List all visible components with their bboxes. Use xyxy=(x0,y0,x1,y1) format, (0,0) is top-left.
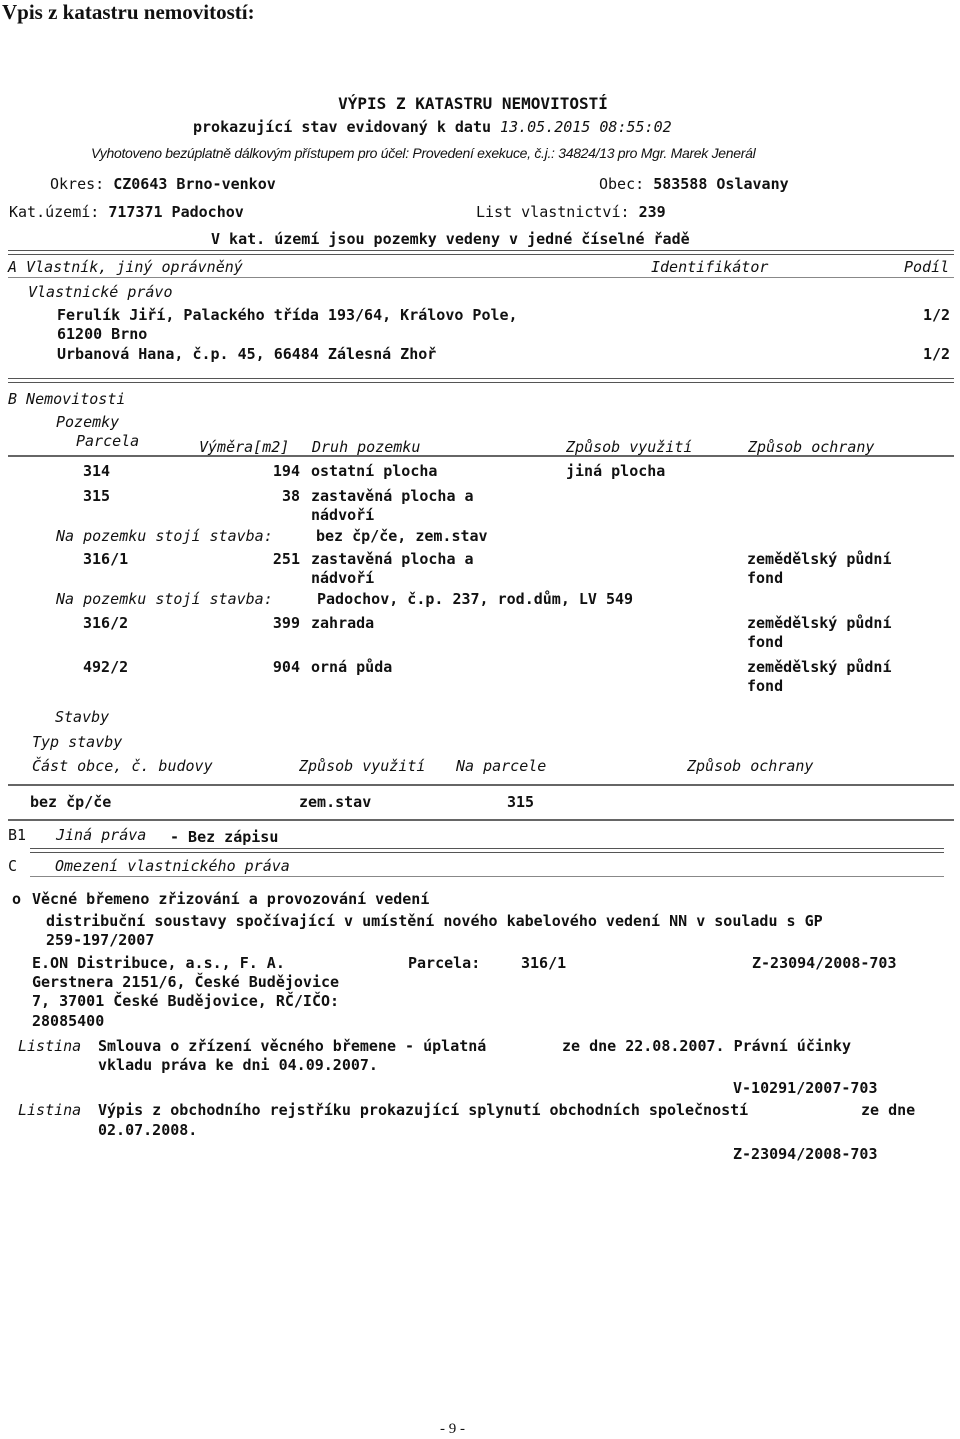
owner-1-share: 1/2 xyxy=(923,306,951,324)
col-stavby-ochrana: Způsob ochrany xyxy=(687,757,814,775)
stavba-label: Na pozemku stojí stavba: xyxy=(56,527,273,545)
parcel-type: zastavěná plocha a xyxy=(311,487,474,505)
lv-label: List vlastnictví: xyxy=(476,203,630,221)
parcel-use: jiná plocha xyxy=(566,462,666,480)
col-parcela: Parcela xyxy=(76,432,140,450)
stavba-parcela: 315 xyxy=(507,793,535,811)
col-ochrana: Způsob ochrany xyxy=(748,438,875,456)
stavba-cast-obce: bez čp/če xyxy=(30,793,112,811)
parcel-number: 316/2 xyxy=(83,614,129,632)
parcel-type: zastavěná plocha a xyxy=(311,550,474,568)
divider xyxy=(8,277,954,278)
stavba-vyuziti: zem.stav xyxy=(299,793,372,811)
kat-uzemi-label: Kat.území: xyxy=(9,203,100,221)
podil-header: Podíl xyxy=(904,258,950,276)
section-c-code: C xyxy=(8,857,18,875)
parcel-protection-cont: fond xyxy=(747,677,784,695)
owner-1-line1: Ferulík Jiří, Palackého třída 193/64, Královo Pole, xyxy=(57,306,518,324)
entity-line3: 7, 37001 České Budějovice, RČ/IČO: xyxy=(32,992,340,1010)
list-vlastnictvi xyxy=(476,203,666,221)
divider xyxy=(8,250,954,255)
restriction-parcela-value: 316/1 xyxy=(521,954,567,972)
obec-label: Obec: xyxy=(599,175,645,193)
section-c-label: Omezení vlastnického práva xyxy=(55,857,290,875)
parcel-protection: zemědělský půdní xyxy=(747,550,892,568)
divider xyxy=(8,784,954,786)
divider xyxy=(30,876,944,877)
right-type: Vlastnické právo xyxy=(28,283,173,301)
col-na-parcele: Na parcele xyxy=(456,757,547,775)
col-vyuziti: Způsob využití xyxy=(566,438,693,456)
listina2-text-cont: 02.07.2008. xyxy=(98,1121,198,1139)
listina1-date: ze dne 22.08.2007. Právní účinky xyxy=(562,1037,851,1055)
identifikator-header: Identifikátor xyxy=(651,258,769,276)
stavba-value: Padochov, č.p. 237, rod.dům, LV 549 xyxy=(317,590,634,608)
section-b1-value: - Bez zápisu xyxy=(170,828,279,846)
numbering-note: V kat. území jsou pozemky vedeny v jedné číselné řadě xyxy=(211,230,690,248)
page-number: - 9 - xyxy=(440,1421,465,1437)
entity-line2: Gerstnera 2151/6, České Budějovice xyxy=(32,973,340,991)
divider xyxy=(8,455,954,457)
col-stavby-vyuziti: Způsob využití xyxy=(299,757,426,775)
restriction-parcela-label: Parcela: xyxy=(408,954,481,972)
col-druh: Druh pozemku xyxy=(312,438,421,456)
obec xyxy=(599,175,789,193)
parcel-number: 315 xyxy=(83,487,111,505)
divider xyxy=(8,378,954,383)
owner-2-line1: Urbanová Hana, č.p. 45, 66484 Zálesná Zhoř xyxy=(57,345,437,363)
parcel-area: 399 xyxy=(272,614,300,632)
section-b-header: B Nemovitosti xyxy=(8,390,126,408)
parcel-number: 316/1 xyxy=(83,550,129,568)
okres-label: Okres: xyxy=(50,175,105,193)
listina1-text-cont: vkladu práva ke dni 04.09.2007. xyxy=(98,1056,378,1074)
parcel-protection-cont: fond xyxy=(747,633,784,651)
parcel-area: 904 xyxy=(272,658,300,676)
divider xyxy=(30,848,944,853)
okres-value: CZ0643 Brno-venkov xyxy=(113,175,276,193)
pozemky-label: Pozemky xyxy=(56,413,120,431)
listina1-ref: V-10291/2007-703 xyxy=(733,1079,878,1097)
okres xyxy=(50,175,276,193)
bullet: o xyxy=(12,890,22,908)
parcel-type: orná půda xyxy=(311,658,393,676)
entity-line4: 28085400 xyxy=(32,1012,105,1030)
purpose-line: Vyhotoveno bezúplatně dálkovým přístupem pro účel: Provedení exekuce, č.j.: 34824/13 pro Mgr. Marek Jenerál xyxy=(91,145,756,161)
listina-label: Listina xyxy=(18,1101,82,1119)
section-a-header: A Vlastník, jiný oprávněný xyxy=(8,258,243,276)
subtitle-date: 13.05.2015 08:55:02 xyxy=(500,118,672,136)
parcel-type: zahrada xyxy=(311,614,375,632)
col-vymera: Výměra[m2] xyxy=(199,438,290,456)
owner-2-share: 1/2 xyxy=(923,345,951,363)
parcel-protection-cont: fond xyxy=(747,569,784,587)
typ-stavby-label: Typ stavby xyxy=(32,733,123,751)
listina2-ref: Z-23094/2008-703 xyxy=(733,1145,878,1163)
parcel-protection: zemědělský půdní xyxy=(747,658,892,676)
document-title: VÝPIS Z KATASTRU NEMOVITOSTÍ xyxy=(338,94,608,113)
obec-value: 583588 Oslavany xyxy=(653,175,789,193)
parcel-protection: zemědělský půdní xyxy=(747,614,892,632)
stavba-value: bez čp/če, zem.stav xyxy=(316,527,488,545)
restriction-desc-cont: 259-197/2007 xyxy=(46,931,155,949)
entity-line1: E.ON Distribuce, a.s., F. A. xyxy=(32,954,285,972)
parcel-area: 251 xyxy=(272,550,300,568)
parcel-type-cont: nádvoří xyxy=(311,506,375,524)
stavby-label: Stavby xyxy=(55,708,110,726)
restriction-title: Věcné břemeno zřizování a provozování vedení xyxy=(32,890,430,908)
kat-uzemi-value: 717371 Padochov xyxy=(108,203,244,221)
listina1-text: Smlouva o zřízení věcného břemene - úplatná xyxy=(98,1037,487,1055)
section-b1-label: Jiná práva xyxy=(56,826,147,844)
restriction-desc: distribuční soustavy spočívající v umístění nového kabelového vedení NN v souladu s GP xyxy=(46,912,823,930)
listina2-date: ze dne xyxy=(861,1101,916,1119)
parcel-number: 314 xyxy=(83,462,111,480)
divider xyxy=(8,819,954,821)
restriction-ref: Z-23094/2008-703 xyxy=(752,954,897,972)
page-heading: Vpis z katastru nemovitostí: xyxy=(2,0,255,24)
parcel-type: ostatní plocha xyxy=(311,462,438,480)
lv-value: 239 xyxy=(638,203,666,221)
parcel-area: 194 xyxy=(272,462,300,480)
kat-uzemi xyxy=(9,203,244,221)
parcel-number: 492/2 xyxy=(83,658,129,676)
listina-label: Listina xyxy=(18,1037,82,1055)
owner-1-line2: 61200 Brno xyxy=(57,325,148,343)
listina2-text: Výpis z obchodního rejstříku prokazující splynutí obchodních společností xyxy=(98,1101,749,1119)
parcel-type-cont: nádvoří xyxy=(311,569,375,587)
stavba-label: Na pozemku stojí stavba: xyxy=(56,590,273,608)
parcel-area: 38 xyxy=(281,487,300,505)
col-cast-obce: Část obce, č. budovy xyxy=(32,757,213,775)
subtitle xyxy=(193,118,672,136)
section-b1-code: B1 xyxy=(8,826,27,844)
subtitle-label: prokazující stav evidovaný k datu xyxy=(193,118,492,136)
